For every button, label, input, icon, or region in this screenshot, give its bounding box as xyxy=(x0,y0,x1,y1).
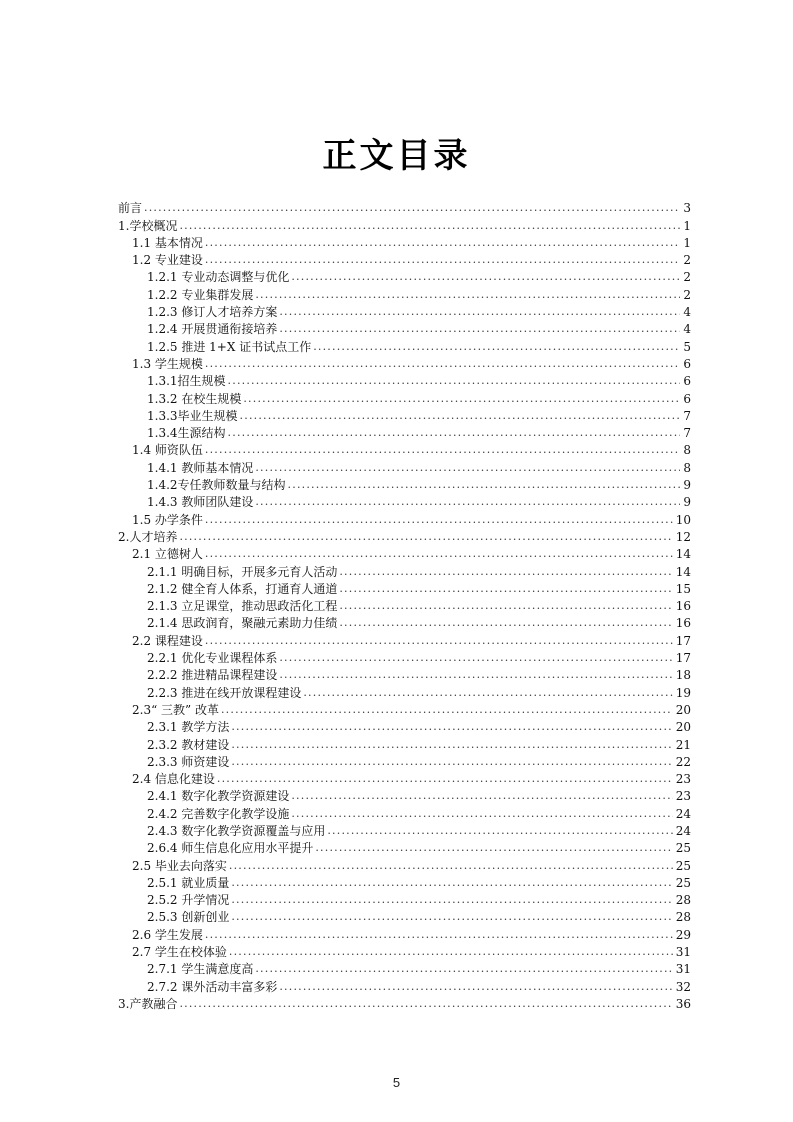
toc-entry-label: 2.4.3 数字化教学资源覆盖与应用 xyxy=(147,823,326,838)
toc-entry-page: 22 xyxy=(675,754,691,769)
toc-entry-page: 32 xyxy=(675,979,691,994)
toc-entry-page: 16 xyxy=(675,616,691,631)
toc-entry-label: 2.2.3 推进在线开放课程建设 xyxy=(147,685,302,700)
toc-entry[interactable] xyxy=(118,303,691,320)
toc-entry-page: 1 xyxy=(683,218,691,233)
toc-entry-page: 7 xyxy=(683,408,691,423)
toc-entry-page: 10 xyxy=(675,512,691,527)
toc-entry-label: 1.4 师资队伍 xyxy=(132,443,203,458)
toc-entry-page: 14 xyxy=(675,564,691,579)
dot-leader xyxy=(205,546,673,562)
toc-entry[interactable] xyxy=(118,424,691,441)
toc-entry-page: 28 xyxy=(675,893,691,908)
dot-leader xyxy=(303,685,672,701)
toc-entry-page: 12 xyxy=(675,529,691,544)
toc-entry-label: 2.5.3 创新创业 xyxy=(147,910,230,925)
toc-entry[interactable] xyxy=(118,770,691,787)
toc-entry-page: 14 xyxy=(675,547,691,562)
dot-leader xyxy=(205,252,680,268)
toc-entry-label: 2.6.4 师生信息化应用水平提升 xyxy=(147,841,314,856)
table-of-contents xyxy=(118,199,691,1012)
dot-leader xyxy=(255,460,680,476)
toc-entry-page: 4 xyxy=(683,322,691,337)
toc-entry-page: 20 xyxy=(675,720,691,735)
toc-entry-label: 2.4.1 数字化教学资源建设 xyxy=(147,789,290,804)
toc-entry[interactable] xyxy=(118,856,691,873)
toc-entry[interactable] xyxy=(118,372,691,389)
toc-entry-page: 20 xyxy=(675,702,691,717)
toc-entry-page: 23 xyxy=(675,789,691,804)
toc-entry-page: 4 xyxy=(683,305,691,320)
toc-entry[interactable] xyxy=(118,580,691,597)
toc-entry-page: 28 xyxy=(675,910,691,925)
toc-entry[interactable] xyxy=(118,234,691,251)
dot-leader xyxy=(288,477,681,493)
dot-leader xyxy=(339,598,672,614)
toc-entry[interactable] xyxy=(118,977,691,994)
toc-entry[interactable] xyxy=(118,441,691,458)
toc-entry-label: 2.1 立德树人 xyxy=(132,547,203,562)
toc-entry-label: 1.4.3 教师团队建设 xyxy=(147,495,254,510)
toc-entry[interactable] xyxy=(118,493,691,510)
dot-leader xyxy=(144,200,680,216)
toc-entry-label: 1.4.2专任教师数量与结构 xyxy=(147,478,286,493)
toc-entry[interactable] xyxy=(118,683,691,700)
dot-leader xyxy=(291,788,672,804)
toc-entry[interactable] xyxy=(118,545,691,562)
toc-entry-page: 25 xyxy=(675,858,691,873)
toc-entry-label: 前言 xyxy=(118,201,143,216)
toc-entry-label: 2.3“ 三教” 改革 xyxy=(132,702,219,717)
toc-entry-label: 2.6 学生发展 xyxy=(132,927,203,942)
toc-entry-page: 9 xyxy=(683,478,691,493)
dot-leader xyxy=(229,944,673,960)
toc-entry-page: 31 xyxy=(675,962,691,977)
toc-entry-page: 31 xyxy=(675,945,691,960)
toc-entry-page: 25 xyxy=(675,875,691,890)
toc-entry-page: 1 xyxy=(683,235,691,250)
toc-entry-page: 6 xyxy=(683,374,691,389)
toc-entry-page: 2 xyxy=(683,270,691,285)
toc-entry-label: 1.2.2 专业集群发展 xyxy=(147,287,254,302)
toc-entry-label: 1.1 基本情况 xyxy=(132,235,203,250)
toc-entry-label: 2.3.3 师资建设 xyxy=(147,754,230,769)
toc-entry-page: 24 xyxy=(675,823,691,838)
toc-entry-label: 2.4 信息化建设 xyxy=(132,772,215,787)
dot-leader xyxy=(179,529,672,545)
toc-entry[interactable] xyxy=(118,874,691,891)
toc-entry[interactable] xyxy=(118,925,691,942)
toc-entry-page: 17 xyxy=(675,633,691,648)
toc-entry-label: 1.3.2 在校生规模 xyxy=(147,391,242,406)
dot-leader xyxy=(313,339,680,355)
dot-leader xyxy=(327,823,672,839)
dot-leader xyxy=(315,840,672,856)
page-number: 5 xyxy=(392,1075,401,1090)
toc-entry[interactable] xyxy=(118,528,691,545)
toc-entry[interactable] xyxy=(118,355,691,372)
toc-entry[interactable] xyxy=(118,735,691,752)
dot-leader xyxy=(255,287,680,303)
dot-leader xyxy=(231,737,672,753)
toc-entry[interactable] xyxy=(118,216,691,233)
dot-leader xyxy=(205,633,673,649)
toc-entry[interactable] xyxy=(118,995,691,1012)
toc-entry-label: 1.3.4生源结构 xyxy=(147,426,226,441)
toc-entry-label: 1.5 办学条件 xyxy=(132,512,203,527)
dot-leader xyxy=(221,702,673,718)
dot-leader xyxy=(279,304,680,320)
dot-leader xyxy=(205,356,680,372)
toc-entry-label: 1.3.3毕业生规模 xyxy=(147,408,238,423)
dot-leader xyxy=(255,961,672,977)
toc-entry-page: 8 xyxy=(683,460,691,475)
toc-entry-label: 2.5.2 升学情况 xyxy=(147,893,230,908)
toc-entry[interactable] xyxy=(118,268,691,285)
toc-entry-label: 1.2.5 推进 1+X 证书试点工作 xyxy=(147,339,312,354)
dot-leader xyxy=(229,858,673,874)
toc-entry[interactable] xyxy=(118,666,691,683)
toc-entry-page: 2 xyxy=(683,287,691,302)
toc-entry[interactable] xyxy=(118,787,691,804)
toc-entry[interactable] xyxy=(118,943,691,960)
dot-leader xyxy=(228,425,681,441)
dot-leader xyxy=(243,391,680,407)
toc-entry-label: 1.2 专业建设 xyxy=(132,253,203,268)
dot-leader xyxy=(205,927,673,943)
dot-leader xyxy=(291,269,680,285)
toc-entry[interactable] xyxy=(118,631,691,648)
toc-entry-label: 2.1.4 思政润育，聚融元素助力佳绩 xyxy=(147,616,338,631)
toc-entry-page: 9 xyxy=(683,495,691,510)
toc-entry-page: 8 xyxy=(683,443,691,458)
toc-entry-label: 2.3.2 教材建设 xyxy=(147,737,230,752)
toc-entry[interactable] xyxy=(118,718,691,735)
toc-entry-label: 2.7 学生在校体验 xyxy=(132,945,227,960)
dot-leader xyxy=(279,650,672,666)
toc-entry-page: 21 xyxy=(675,737,691,752)
toc-entry-page: 24 xyxy=(675,806,691,821)
toc-entry-label: 2.1.3 立足课堂，推动思政活化工程 xyxy=(147,599,338,614)
toc-entry[interactable] xyxy=(118,804,691,821)
toc-entry-page: 16 xyxy=(675,599,691,614)
toc-entry[interactable] xyxy=(118,701,691,718)
dot-leader xyxy=(179,218,680,234)
toc-entry-label: 1.2.3 修订人才培养方案 xyxy=(147,305,278,320)
toc-entry[interactable] xyxy=(118,407,691,424)
toc-entry-label: 2.3.1 教学方法 xyxy=(147,720,230,735)
toc-entry-label: 2.5.1 就业质量 xyxy=(147,875,230,890)
dot-leader xyxy=(279,667,672,683)
toc-entry[interactable] xyxy=(118,960,691,977)
toc-entry-page: 5 xyxy=(683,339,691,354)
toc-entry[interactable] xyxy=(118,614,691,631)
dot-leader xyxy=(228,373,681,389)
dot-leader xyxy=(339,615,672,631)
dot-leader xyxy=(339,564,672,580)
dot-leader xyxy=(231,719,672,735)
toc-entry[interactable] xyxy=(118,822,691,839)
dot-leader xyxy=(231,875,672,891)
dot-leader xyxy=(240,408,681,424)
dot-leader xyxy=(339,581,672,597)
dot-leader xyxy=(205,235,680,251)
dot-leader xyxy=(217,771,673,787)
toc-entry-label: 2.1.1 明确目标，开展多元育人活动 xyxy=(147,564,338,579)
toc-entry[interactable] xyxy=(118,320,691,337)
toc-entry-page: 19 xyxy=(675,685,691,700)
dot-leader xyxy=(255,494,680,510)
toc-entry-label: 3.产教融合 xyxy=(118,996,178,1011)
page-title: 正文目录 xyxy=(322,136,471,176)
dot-leader xyxy=(231,754,672,770)
dot-leader xyxy=(179,996,672,1012)
toc-entry[interactable] xyxy=(118,458,691,475)
dot-leader xyxy=(231,892,672,908)
dot-leader xyxy=(231,909,672,925)
toc-entry-label: 2.2 课程建设 xyxy=(132,633,203,648)
toc-entry[interactable] xyxy=(118,251,691,268)
toc-entry-page: 29 xyxy=(675,927,691,942)
toc-entry[interactable] xyxy=(118,476,691,493)
toc-entry-page: 18 xyxy=(675,668,691,683)
toc-entry-page: 36 xyxy=(675,996,691,1011)
toc-entry-page: 3 xyxy=(683,201,691,216)
dot-leader xyxy=(205,512,673,528)
toc-entry-label: 2.人才培养 xyxy=(118,529,178,544)
dot-leader xyxy=(291,806,672,822)
toc-entry-label: 2.2.2 推进精品课程建设 xyxy=(147,668,278,683)
toc-entry-label: 2.4.2 完善数字化教学设施 xyxy=(147,806,290,821)
toc-entry-label: 2.5 毕业去向落实 xyxy=(132,858,227,873)
toc-entry-label: 1.3.1招生规模 xyxy=(147,374,226,389)
toc-entry[interactable] xyxy=(118,597,691,614)
toc-entry[interactable] xyxy=(118,389,691,406)
dot-leader xyxy=(279,321,680,337)
toc-entry[interactable] xyxy=(118,649,691,666)
toc-entry-page: 25 xyxy=(675,841,691,856)
toc-entry[interactable] xyxy=(118,199,691,216)
toc-entry-page: 6 xyxy=(683,391,691,406)
toc-entry-page: 23 xyxy=(675,772,691,787)
toc-entry[interactable] xyxy=(118,839,691,856)
toc-entry-label: 2.7.2 课外活动丰富多彩 xyxy=(147,979,278,994)
toc-entry[interactable] xyxy=(118,510,691,527)
dot-leader xyxy=(205,442,680,458)
toc-entry[interactable] xyxy=(118,337,691,354)
toc-entry-page: 6 xyxy=(683,356,691,371)
toc-entry-label: 1.4.1 教师基本情况 xyxy=(147,460,254,475)
toc-entry-label: 2.7.1 学生满意度高 xyxy=(147,962,254,977)
toc-entry-label: 2.2.1 优化专业课程体系 xyxy=(147,651,278,666)
toc-entry[interactable] xyxy=(118,891,691,908)
toc-entry[interactable] xyxy=(118,285,691,302)
toc-entry[interactable] xyxy=(118,908,691,925)
toc-entry-page: 17 xyxy=(675,651,691,666)
toc-entry-page: 2 xyxy=(683,253,691,268)
toc-entry-label: 1.学校概况 xyxy=(118,218,178,233)
toc-entry[interactable] xyxy=(118,753,691,770)
toc-entry[interactable] xyxy=(118,562,691,579)
toc-entry-page: 7 xyxy=(683,426,691,441)
toc-entry-label: 1.3 学生规模 xyxy=(132,356,203,371)
toc-entry-label: 2.1.2 健全育人体系，打通育人通道 xyxy=(147,581,338,596)
dot-leader xyxy=(279,979,672,995)
toc-entry-page: 15 xyxy=(675,581,691,596)
toc-entry-label: 1.2.1 专业动态调整与优化 xyxy=(147,270,290,285)
toc-entry-label: 1.2.4 开展贯通衔接培养 xyxy=(147,322,278,337)
